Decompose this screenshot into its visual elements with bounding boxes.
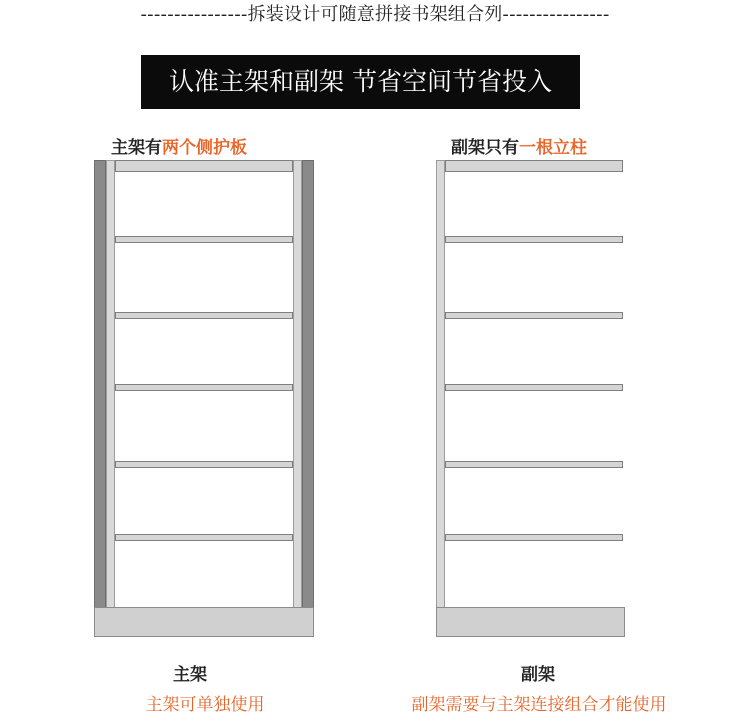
main-rack-shelf: [115, 461, 293, 468]
banner-text: 认准主架和副架 节省空间节省投入: [169, 67, 552, 96]
sub-rack-caption-sub: 副架需要与主架连接组合才能使用: [411, 695, 667, 715]
main-rack-right-post: [293, 160, 302, 608]
sub-rack-top-shelf: [445, 160, 623, 172]
main-rack-left-post: [106, 160, 115, 608]
sub-rack-label-prefix: 副架只有: [451, 138, 519, 158]
sub-rack-shelf: [445, 312, 623, 319]
main-rack-right-side-panel: [302, 160, 314, 608]
sub-rack-label-highlight: 一根立柱: [519, 138, 587, 158]
main-rack-shelf: [115, 384, 293, 391]
sub-rack-shelf: [445, 461, 623, 468]
main-rack-label-prefix: 主架有: [111, 138, 162, 158]
sub-rack-caption-title: 副架: [521, 665, 555, 685]
main-rack-left-side-panel: [94, 160, 106, 608]
main-rack-caption-title: 主架: [173, 665, 207, 685]
main-rack-label: [111, 133, 247, 158]
main-rack-label-highlight: 两个侧护板: [162, 138, 247, 158]
sub-rack-base: [436, 607, 625, 637]
sub-rack-label: [451, 133, 587, 158]
sub-rack-shelf: [445, 384, 623, 391]
sub-rack-post: [436, 160, 445, 608]
main-rack-shelf: [115, 236, 293, 243]
main-rack-shelf: [115, 312, 293, 319]
main-rack-base: [94, 607, 314, 637]
sub-rack-shelf: [445, 236, 623, 243]
header-title-line: ----------------拆装设计可随意拼接书架组合列----------------: [140, 4, 610, 25]
main-rack-shelf: [115, 534, 293, 541]
main-rack-caption-sub: 主架可单独使用: [145, 695, 265, 715]
banner: [141, 55, 580, 109]
main-rack-top-shelf: [115, 160, 293, 172]
sub-rack-shelf: [445, 534, 623, 541]
